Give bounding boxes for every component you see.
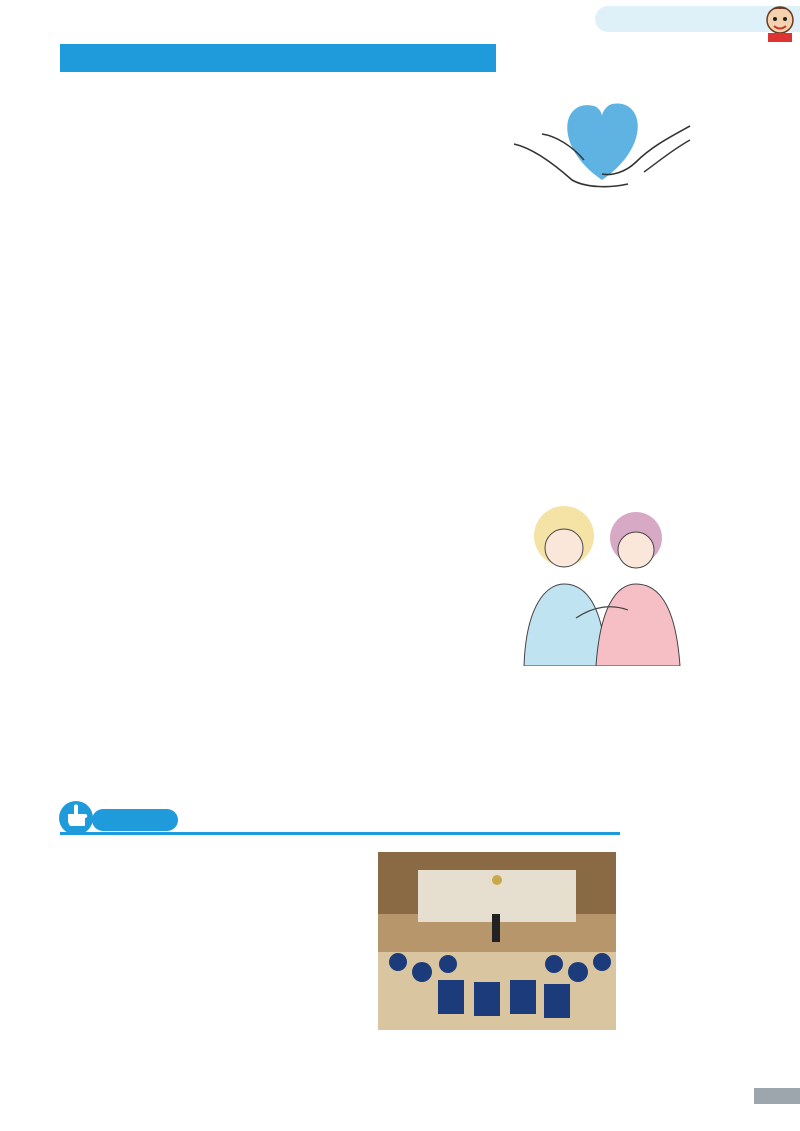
support-illustration (516, 506, 684, 666)
heart-hands-illustration (512, 76, 692, 196)
footer-bar (754, 1088, 800, 1104)
training-photo (378, 852, 616, 1030)
point-label (92, 809, 178, 831)
table-title (60, 44, 496, 72)
mascot-icon (760, 0, 800, 42)
